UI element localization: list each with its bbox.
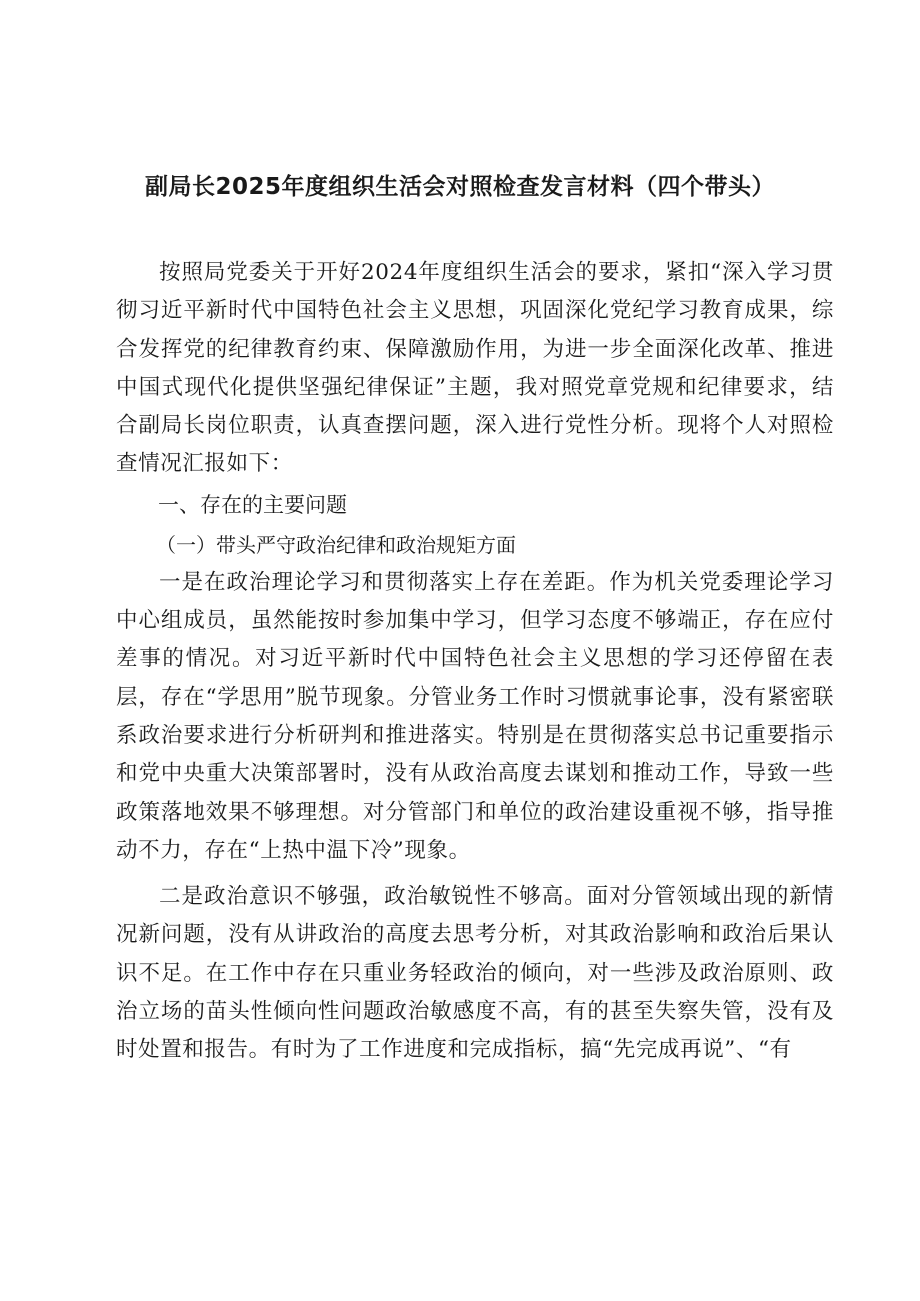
document-body <box>116 254 834 1070</box>
section-heading: 一、存在的主要问题 <box>158 492 347 517</box>
body-paragraph-2: 二是政治意识不够强，政治敏锐性不够高。面对分管领域出现的新情况新问题，没有从讲政治的高度去思考分析，对其政治影响和政治后果认识不足。在工作中存在只重业务轻政治的倾向，对一些涉及政治原则、政治立场的苗头性倾向性问题政治敏感度不高，有的甚至失察失管，没有及时处置和报告。有时为了工作进度和完成指标，搞“先完成再说”、“有 <box>116 884 834 1063</box>
document-title: 副局长2025年度组织生活会对照检查发言材料（四个带头） <box>144 174 775 200</box>
body-paragraph-1: 一是在政治理论学习和贯彻落实上存在差距。作为机关党委理论学习中心组成员，虽然能按时参加集中学习，但学习态度不够端正，存在应付差事的情况。对习近平新时代中国特色社会主义思想的学习还停留在表层，存在“学思用”脱节现象。分管业务工作时习惯就事论事，没有紧密联系政治要求进行分析研判和推进落实。特别是在贯彻落实总书记重要指示和党中央重大决策部署时，没有从政治高度去谋划和推动工作，导致一些政策落地效果不够理想。对分管部门和单位的政治建设重视不够，指导推动不力，存在“上热中温下冷”现象。 <box>116 569 834 863</box>
subsection-heading: （一）带头严守政治纪律和政治规矩方面 <box>156 532 516 557</box>
intro-paragraph: 按照局党委关于开好2024年度组织生活会的要求，紧扣“深入学习贯彻习近平新时代中国特色社会主义思想，巩固深化党纪学习教育成果，综合发挥党的纪律教育约束、保障激励作用，为进一步全面深化改革、推进中国式现代化提供坚强纪律保证”主题，我对照党章党规和纪律要求，结合副局长岗位职责，认真查摆问题，深入进行党性分析。现将个人对照检查情况汇报如下： <box>116 260 834 477</box>
